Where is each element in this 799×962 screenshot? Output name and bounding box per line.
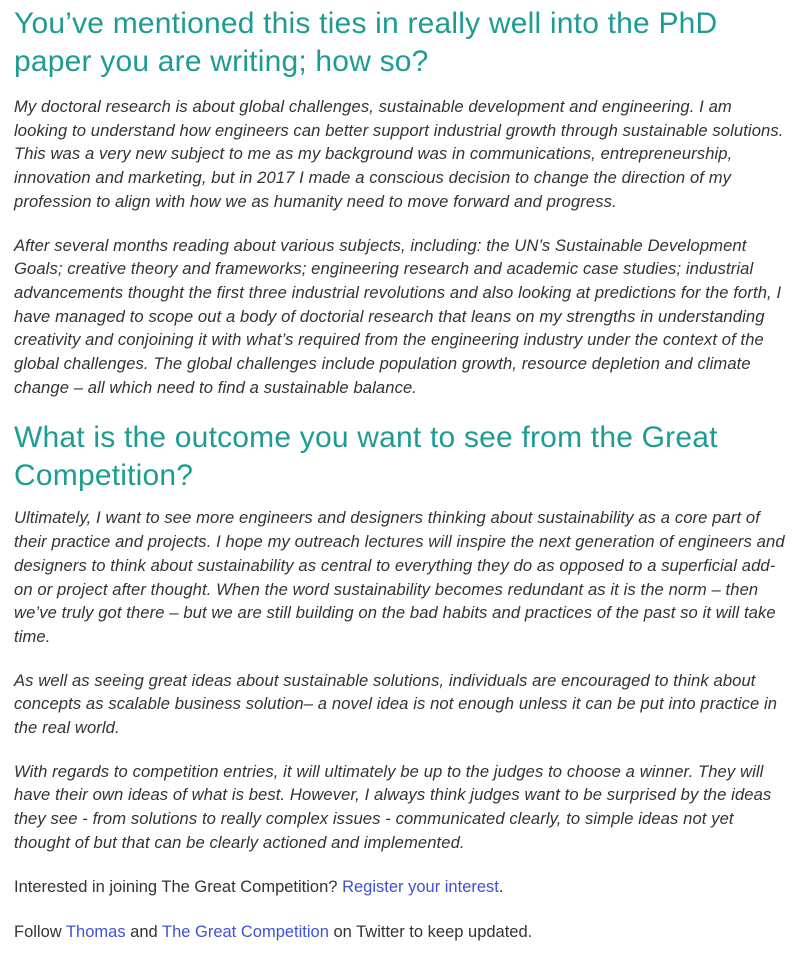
paragraph-doctoral-research: My doctoral research is about global challenges, sustainable development and engineering. I am looking to understand how engineers can better support industrial growth through sustainable solutions. This was a very new subject to me as my background was in communications, entrepreneurship, innovation and marketing, but in 2017 I made a conscious decision to change the direction of my profession to align with how we as humanity need to move forward and progress. bbox=[14, 97, 784, 211]
register-interest-prefix: Interested in joining The Great Competition? bbox=[14, 877, 343, 896]
follow-twitter-line bbox=[14, 920, 785, 944]
follow-suffix: on Twitter to keep updated. bbox=[328, 922, 533, 941]
paragraph-ultimately: Ultimately, I want to see more engineers and designers thinking about sustainability as a core part of their practice and projects. I hope my outreach lectures will inspire the next generation of engineers and designers to think about sustainability as central to everything they do as opposed to a superficial add-on or project after thought. When the word sustainability becomes redundant as it is the norm – then we’ve truly got there – but we are still building on the bad habits and practices of the past so it will take time. bbox=[14, 508, 785, 646]
follow-middle: and bbox=[125, 922, 162, 941]
section-heading-phd-paper: You’ve mentioned this ties in really well into the PhD paper you are writing; how so? bbox=[14, 7, 718, 78]
register-interest-line bbox=[14, 875, 785, 899]
thomas-twitter-link[interactable]: Thomas bbox=[65, 922, 126, 941]
paragraph-scalable-business: As well as seeing great ideas about sustainable solutions, individuals are encouraged to think about concepts as scalable business solution– a novel idea is not enough unless it can be put into practice in the real world. bbox=[14, 670, 778, 738]
paragraph-competition-entries: With regards to competition entries, it will ultimately be up to the judges to choose a winner. They will have their own ideas of what is best. However, I always think judges want to be surprised by the ideas they see - from solutions to really complex issues - communicated clearly, to simple ideas not yet thought of but that can be clearly actioned and implemented. bbox=[14, 761, 772, 852]
register-interest-suffix: . bbox=[498, 877, 504, 896]
great-competition-twitter-link[interactable]: The Great Competition bbox=[161, 922, 329, 941]
register-your-interest-link[interactable]: Register your interest bbox=[342, 877, 499, 896]
follow-prefix: Follow bbox=[14, 922, 66, 941]
paragraph-reading-subjects: After several months reading about various subjects, including: the UN’s Sustainable Development Goals; creative theory and frameworks; engineering research and academic case studies; industrial advancements thought the first three industrial revolutions and also looking at predictions for the forth, I have managed to scope out a body of doctorial research that leans on my strengths in understanding creativity and conjoining it with what’s required from the engineering industry under the context of the global challenges. The global challenges include population growth, resource depletion and climate change – all which need to find a sustainable balance. bbox=[14, 235, 782, 397]
section-heading-outcome: What is the outcome you want to see from the Great Competition? bbox=[14, 421, 718, 493]
